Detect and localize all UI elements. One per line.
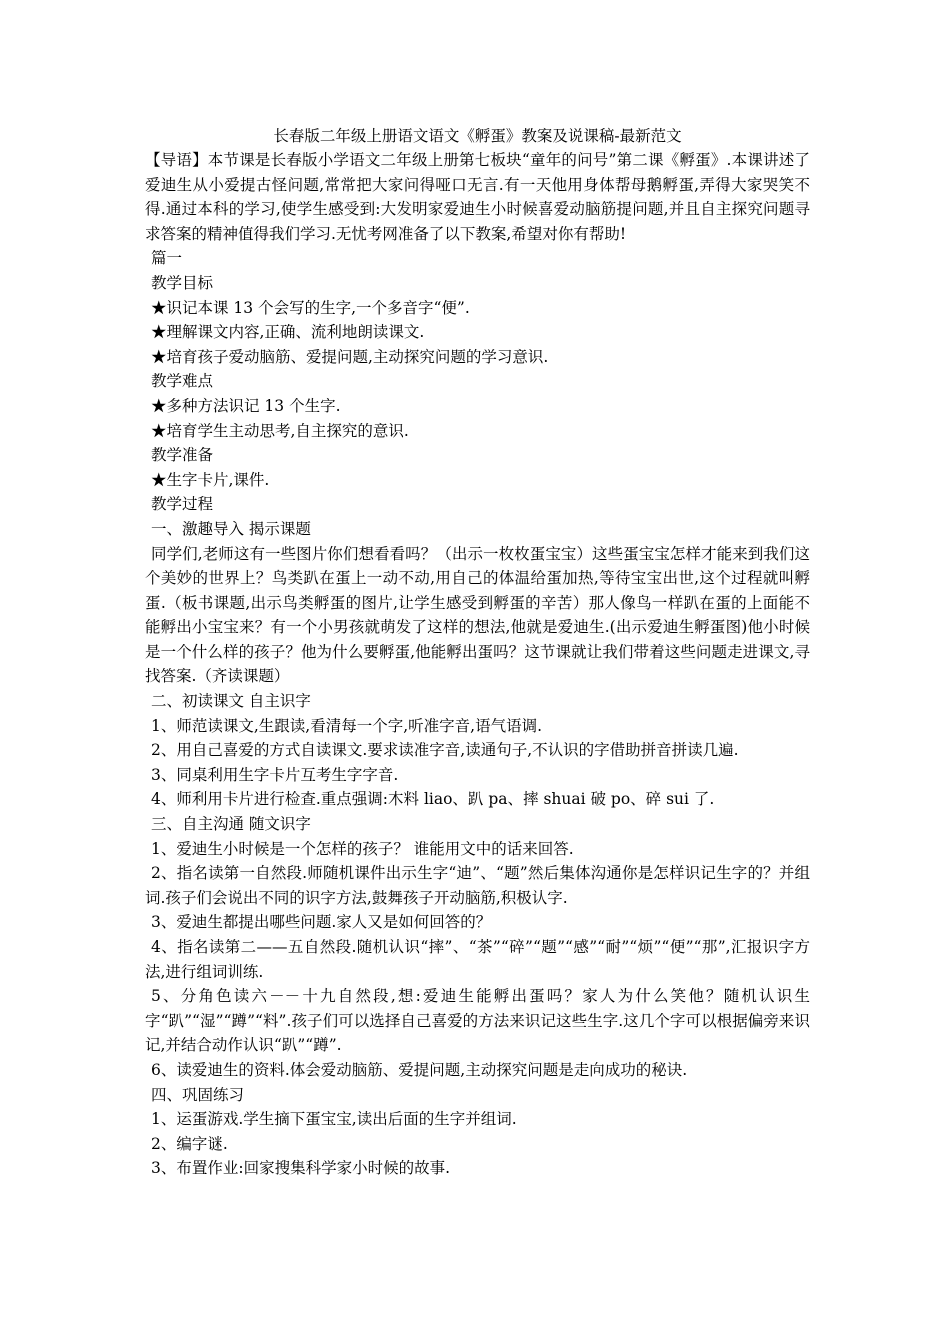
heading-teaching-process: 教学过程 bbox=[151, 495, 214, 514]
heading-teaching-difficulties: 教学难点 bbox=[151, 372, 214, 391]
section-2-heading: 二、初读课文 自主识字 bbox=[151, 692, 311, 711]
goal-item-1: ★识记本课 13 个会写的生字,一个多音字“便”. bbox=[151, 298, 470, 317]
section-4-heading: 四、巩固练习 bbox=[151, 1085, 245, 1104]
section-3-item-4: 4、指名读第二——五自然段.随机认识“摔”、“茶”“碎”“题”“感”“耐”“烦”“便”“那”,汇报识字方法,进行组词训练. bbox=[145, 938, 810, 981]
heading-teaching-preparation: 教学准备 bbox=[151, 446, 214, 465]
section-1-paragraph: 同学们,老师这有一些图片你们想看看吗？（出示一枚枚蛋宝宝）这些蛋宝宝怎样才能来到我们这个美妙的世界上？鸟类趴在蛋上一动不动,用自己的体温给蛋加热,等待宝宝出世,这个过程就叫孵蛋.（板书课题,出示鸟类孵蛋的图片,让学生感受到孵蛋的辛苦）那人像鸟一样趴在蛋的上面能不能孵出小宝宝来？有一个小男孩就萌发了这样的想法,他就是爱迪生.(出示爱迪生孵蛋图)他小时候是一个什么样的孩子？他为什么要孵蛋,他能孵出蛋吗？这节课就让我们带着这些问题走进课文,寻找答案.（齐读课题） bbox=[145, 544, 810, 686]
preparation-item-1: ★生字卡片,课件. bbox=[151, 470, 270, 489]
goal-item-3: ★培育孩子爱动脑筋、爱提问题,主动探究问题的学习意识. bbox=[151, 347, 549, 366]
difficulty-item-2: ★培育学生主动思考,自主探究的意识. bbox=[151, 421, 409, 440]
heading-part-one: 篇一 bbox=[151, 249, 183, 268]
goal-item-2: ★理解课文内容,正确、流利地朗读课文. bbox=[151, 323, 425, 342]
section-4-item-2: 2、编字谜. bbox=[151, 1134, 228, 1153]
section-3-item-5: 5、分角色读六－－十九自然段,想:爱迪生能孵出蛋吗？家人为什么笑他？随机认识生字“趴”“湿”“蹲”“料”.孩子们可以选择自己喜爱的方法来识记这些生字.这几个字可以根据偏旁来识记,并结合动作认识“趴”“蹲”. bbox=[145, 987, 810, 1055]
section-3-item-6: 6、读爱迪生的资料.体会爱动脑筋、爱提问题,主动探究问题是走向成功的秘诀. bbox=[151, 1060, 688, 1079]
section-4-item-1: 1、运蛋游戏.学生摘下蛋宝宝,读出后面的生字并组词. bbox=[151, 1110, 517, 1129]
section-2-item-2: 2、用自己喜爱的方式自读课文.要求读准字音,读通句子,不认识的字借助拼音拼读几遍. bbox=[151, 741, 739, 760]
section-3-item-1: 1、爱迪生小时候是一个怎样的孩子？ 谁能用文中的话来回答. bbox=[151, 839, 574, 858]
section-4-item-3: 3、布置作业:回家搜集科学家小时候的故事. bbox=[151, 1159, 451, 1178]
section-3-heading: 三、自主沟通 随文识字 bbox=[151, 815, 311, 834]
section-3-item-3: 3、爱迪生都提出哪些问题.家人又是如何回答的？ bbox=[151, 913, 492, 932]
section-2-item-4: 4、师利用卡片进行检查.重点强调:木料 liao、趴 pa、摔 shuai 破 po、碎 sui 了. bbox=[151, 790, 715, 809]
section-1-heading: 一、激趣导入 揭示课题 bbox=[151, 519, 311, 538]
intro-paragraph: 【导语】本节课是长春版小学语文二年级上册第七板块“童年的问号”第二课《孵蛋》.本课讲述了爱迪生从小爱提古怪问题,常常把大家问得哑口无言.有一天他用身体帮母鹅孵蛋,弄得大家哭笑不得.通过本科的学习,使学生感受到:大发明家爱迪生小时候喜爱动脑筋提问题,并且自主探究问题寻求答案的精神值得我们学习.无忧考网准备了以下教案,希望对你有帮助! bbox=[145, 151, 810, 243]
difficulty-item-1: ★多种方法识记 13 个生字. bbox=[151, 396, 341, 415]
heading-teaching-goals: 教学目标 bbox=[151, 273, 214, 292]
document-page bbox=[145, 124, 810, 1181]
section-2-item-3: 3、同桌利用生字卡片互考生字字音. bbox=[151, 765, 399, 784]
section-2-item-1: 1、师范读课文,生跟读,看清每一个字,听准字音,语气语调. bbox=[151, 716, 542, 735]
section-3-item-2: 2、指名读第一自然段.师随机课件出示生字“迪”、“题”然后集体沟通你是怎样识记生字的？并组词.孩子们会说出不同的识字方法,鼓舞孩子开动脑筋,积极认字. bbox=[145, 864, 810, 907]
document-title: 长春版二年级上册语文语文《孵蛋》教案及说课稿-最新范文 bbox=[273, 127, 682, 145]
